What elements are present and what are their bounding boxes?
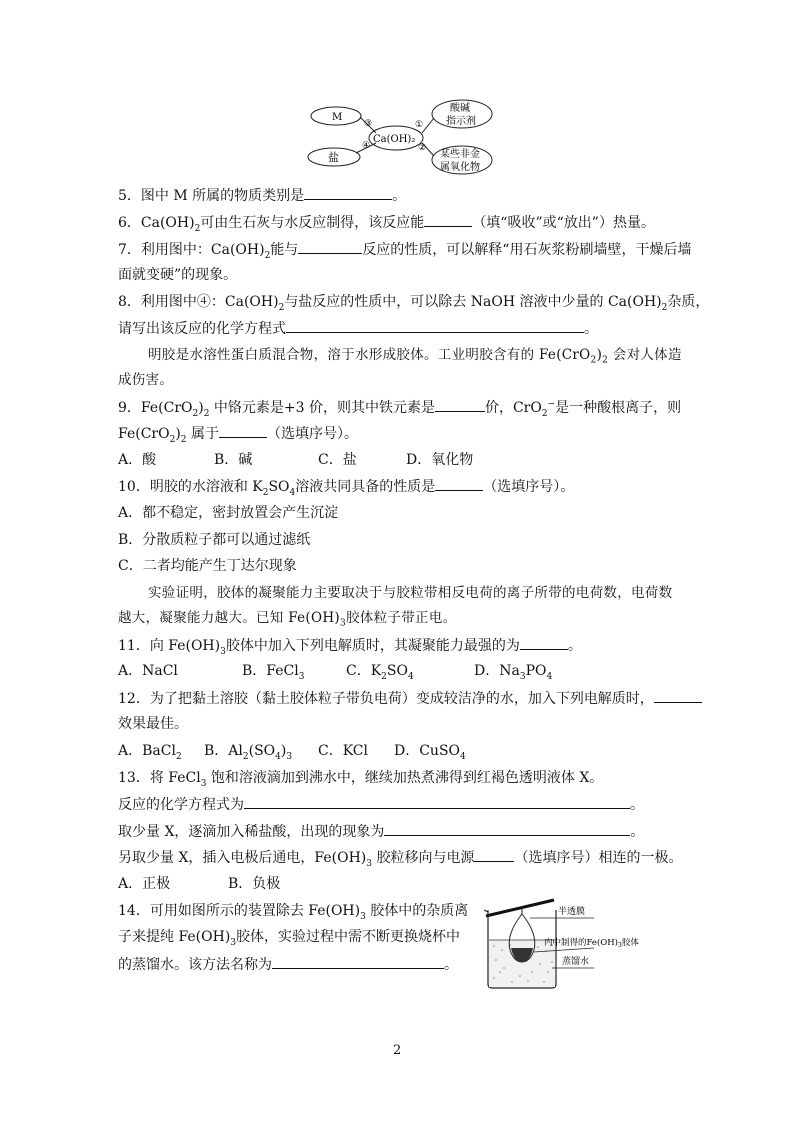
answer-blank[interactable] [304,185,392,200]
question-8-line-2: 请写出该反应的化学方程式 。 [118,318,598,339]
question-7: 7．利用图中：$Ca(OH)_2$能与 反应的性质，可以解释“用石灰浆粉刷墙壁，干燥后墙 [118,239,691,260]
nonmetal-label-2: 属氧化物 [440,162,480,173]
question-13: 13．将 FeCl$_3$ 饱和溶液滴加到沸水中，继续加热煮沸得到红褐色透明液体 X。 [118,770,604,789]
mark-3: ③ [364,119,373,129]
question-12: 12．为了把黏土溶胶（黏土胶体粒子带负电荷）变成较洁净的水，加入下列电解质时， [118,688,702,709]
indicator-label-2: 指示剂 [446,116,476,127]
question-11: 11．向 $Fe(OH)_3$胶体中加入下列电解质时，其凝聚能力最强的为 。 [118,635,582,656]
question-12-line-2: 效果最佳。 [118,716,188,732]
question-6: 6．$Ca(OH)_2$可由生石灰与水反应制得，该反应能 （填“吸收”或“放出”）热量。 [118,212,655,233]
paragraph-coagulation: 实验证明，胶体的凝聚能力主要取决于与胶粒带相反电荷的离子所带的电荷数，电荷数 [148,585,673,601]
option-a[interactable]: A．NaCl [118,663,178,679]
answer-blank[interactable] [435,476,483,491]
mark-1: ① [415,120,424,130]
question-10: 10．明胶的水溶液和 $K_2SO_4$溶液共同具备的性质是 （选填序号）。 [118,476,574,497]
question-9-line-2: $Fe(CrO_2)_2$ 属于 （选填序号）。 [118,423,358,444]
salt-label: 盐 [328,151,339,164]
membrane-label: 半透膜 [558,907,586,917]
option-a[interactable]: A．酸 [118,452,157,468]
option-c[interactable]: C．KCl [318,743,368,759]
answer-blank[interactable] [654,688,702,703]
question-9: 9．$Fe(CrO_2)_2$ 中铬元素是+3 价，则其中铁元素是 价，CrO$_2$−是一种酸根离子，则 [118,397,681,418]
page-number: 2 [393,1043,402,1058]
calcium-hydroxide-diagram [296,96,516,180]
answer-blank[interactable] [272,954,444,969]
option-a[interactable]: A．正极 [118,876,171,892]
question-10-option-c[interactable]: C．二者均能产生丁达尔现象 [118,558,297,574]
paragraph-gelatin-line-2: 成伤害。 [118,372,174,388]
nonmetal-label-1: 某些非金 [440,149,480,160]
answer-blank[interactable] [298,239,362,254]
option-b[interactable]: B．负极 [228,876,281,892]
mark-2: ② [418,143,427,153]
indicator-label-1: 酸碱 [450,103,470,114]
question-10-option-b[interactable]: B．分散质粒子都可以通过滤纸 [118,532,311,548]
question-12-options [118,741,466,761]
question-9-options [118,450,473,470]
option-d[interactable]: D．氧化物 [406,452,474,468]
paragraph-gelatin: 明胶是水溶性蛋白质混合物，溶于水形成胶体。工业明胶含有的 $Fe(CrO_2)_2$ 会对人体造 [148,347,682,366]
paragraph-coagulation-line-2: 越大，凝聚能力越大。已知 $Fe(OH)_3$胶体粒子带正电。 [118,610,457,629]
colloid-label: 内中制得的$Fe(OH)_3$胶体 [544,938,639,949]
question-13-electrode: 另取少量 X，插入电极后通电，$Fe(OH)_3$ 胶粒移向与电源 （选填序号）相连的一极。 [118,847,682,868]
option-c[interactable]: C．$K_2SO_4$ [346,663,414,682]
answer-blank[interactable] [244,794,630,809]
mark-4: ④ [362,141,371,151]
m-label: M [332,112,343,123]
answer-blank[interactable] [384,821,630,836]
option-b[interactable]: B．$Al_2(SO_4)_3$ [204,743,293,762]
option-a[interactable]: A．BaCl$_2$ [118,743,182,762]
option-d[interactable]: D．$Na_3PO_4$ [474,663,553,682]
question-14-line-2: 子来提纯 $Fe(OH)_3$胶体，实验过程中需不断更换烧杯中 [118,929,461,948]
question-14: 14．可用如图所示的装置除去 $Fe(OH)_3$ 胶体中的杂质离 [118,903,469,922]
question-5: 5．图中 M 所属的物质类别是 。 [118,185,406,206]
question-13-equation: 反应的化学方程式为 。 [118,794,644,815]
question-13-phenomenon: 取少量 X，逐滴加入稀盐酸，出现的现象为 。 [118,821,644,842]
question-11-options [118,661,552,681]
answer-blank[interactable] [435,397,485,412]
option-b[interactable]: B．碱 [214,452,253,468]
distilled-water-label: 蒸馏水 [562,957,590,967]
center-label: Ca(OH)₂ [373,134,416,145]
question-7-line-2: 面就变硬”的现象。 [118,267,238,283]
question-13-options [118,874,280,894]
answer-blank[interactable] [219,423,267,438]
question-8: 8．利用图中④：$Ca(OH)_2$与盐反应的性质中，可以除去 NaOH 溶液中少量的 $Ca(OH)_2$杂质， [118,294,710,313]
option-b[interactable]: B．FeCl$_3$ [242,663,305,682]
option-c[interactable]: C．盐 [318,452,357,468]
question-14-line-3: 的蒸馏水。该方法名称为 。 [118,954,458,975]
answer-blank[interactable] [424,212,472,227]
answer-blank[interactable] [474,847,514,862]
answer-blank[interactable] [286,318,584,333]
question-10-option-a[interactable]: A．都不稳定，密封放置会产生沉淀 [118,505,339,521]
option-d[interactable]: D．CuSO$_4$ [394,743,466,762]
dialysis-apparatus-figure [482,898,702,990]
answer-blank[interactable] [520,635,568,650]
